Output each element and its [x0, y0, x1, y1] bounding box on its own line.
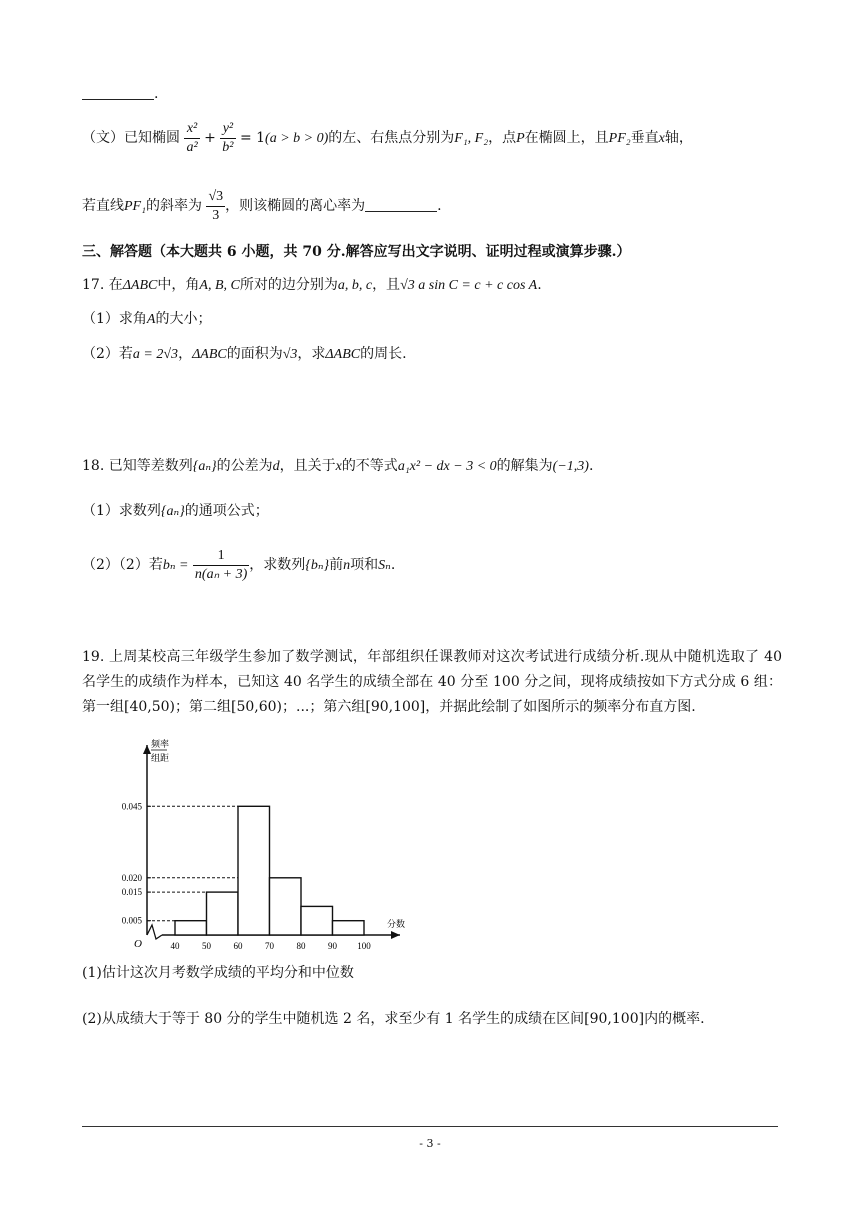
q16-text-mid: 的左、右焦点分别为: [328, 130, 455, 146]
angle-a: A: [146, 312, 156, 327]
y-axis-arrow: [143, 745, 151, 754]
q17-a: 17. 在: [82, 277, 123, 293]
bn-def: bₙ =: [162, 558, 189, 573]
q17-p2i: 的周长.: [360, 346, 407, 362]
sides: a, b, c: [337, 278, 373, 293]
q16-line2b: 的斜率为: [145, 198, 202, 214]
q18-f: 的解集为: [496, 458, 553, 474]
q17-part1: [82, 308, 780, 331]
bn-denominator: n(aₙ + 3): [194, 566, 248, 582]
q17-b: 中，角: [157, 277, 200, 293]
foci: F₁, F₂: [454, 131, 489, 146]
y-tick-label: 0.045: [121, 801, 142, 812]
q17-p2c: ，: [178, 346, 193, 362]
x-tick-label: 90: [328, 941, 337, 951]
ellipse-y-term: $\frac{\text{y²}}{\text{b²}}$: [222, 120, 234, 155]
x-var: x: [658, 131, 665, 146]
q18-p2a: （2）（2）若: [82, 557, 163, 573]
angles: A, B, C: [199, 278, 240, 293]
axis-break: [147, 925, 162, 939]
q16-text-mid2: ，点: [488, 130, 517, 146]
q18-p1a: （1）求数列: [82, 503, 161, 519]
q16-text-end: 轴，: [664, 130, 693, 146]
histogram-bar: [270, 878, 302, 935]
histogram-bar: [175, 921, 207, 935]
histogram-bar: [238, 806, 270, 935]
x-tick-label: 100: [357, 941, 371, 951]
histogram-bar: [301, 906, 333, 935]
ellipse-condition: (a > b > 0): [265, 131, 329, 146]
q19-stem: 19. 上周某校高三年级学生参加了数学测试，年部组织任课教师对这次考试进行成绩分析.现从中随机选取了 40 名学生的成绩作为样本，已知这 40 名学生的成绩全部在 40 分至 100 分之间，现将成绩按如下方式分成 6 组：第一组[40,50)；第二组[50,60)；...；第六组[90,100]，并据此绘制了如图所示的频率分布直方图.: [82, 649, 782, 715]
q18-part2: [82, 543, 780, 588]
q17-p2a: （2）若: [82, 346, 133, 362]
q18-part1: [82, 500, 780, 523]
section-3-heading: 三、解答题（本大题共 6 小题，共 70 分.解答应写出文字说明、证明过程或演算步骤.）: [82, 244, 631, 260]
ellipse-x-term: $\frac{\text{x²}}{\text{a²}}$: [186, 120, 198, 155]
q17-p1c: 的大小；: [155, 311, 212, 327]
q16-wen-line1: （文）已知椭圆 $\frac{\text{x²}}{\text{a²}}$ + $\frac{\text{y²}}{\text{b²}}$ = 1(a > b > 0)的左、右焦点分别为F₁, F₂，点P在椭圆上，且PF₂垂直x轴，: [82, 120, 693, 155]
q18-p2e: 前: [329, 557, 344, 573]
segment-pf1: PF₁: [124, 199, 146, 214]
q17-p2e: 的面积为: [226, 346, 283, 362]
y-tick-label: 0.005: [121, 915, 142, 926]
inequality: a₁x² − dx − 3 < 0: [397, 459, 497, 474]
q18-a: 18. 已知等差数列: [82, 458, 193, 474]
x-tick-label: 40: [170, 941, 180, 951]
x-var: x: [335, 459, 342, 474]
frequency-histogram: [100, 735, 420, 955]
q18-stem: [82, 455, 780, 478]
histogram-bar: [333, 921, 365, 935]
period: .: [154, 86, 159, 102]
q16-prefix: （文）已知椭圆: [82, 130, 180, 146]
q17-p2g: ，求: [297, 346, 326, 362]
q16-text-mid4: 垂直: [630, 130, 659, 146]
q17-p1a: （1）求角: [82, 311, 147, 327]
side-a-value: a = 2√3: [132, 347, 179, 362]
q18-p2g: 项和: [350, 557, 379, 573]
q17-equation: √3 a sin C = c + c cos A: [400, 278, 538, 293]
x-tick-label: 60: [233, 941, 243, 951]
q17-stem: [82, 274, 780, 297]
x-tick-label: 50: [202, 941, 211, 951]
sequence-b: {bₙ}: [305, 558, 330, 573]
sum-sn: Sₙ: [378, 558, 391, 573]
q18-e: 的不等式: [341, 458, 398, 474]
page-number: - 3 -: [419, 1137, 441, 1150]
q17-c: 所对的边分别为: [239, 277, 338, 293]
q18-p2c: ，求数列: [249, 557, 306, 573]
n-var: n: [343, 558, 351, 573]
y-tick-label: 0.020: [121, 872, 142, 883]
ylabel-top: 频率: [151, 739, 170, 749]
q16-line2d: .: [437, 198, 442, 214]
point-p: P: [516, 131, 525, 146]
answer-blank: [82, 85, 154, 100]
q18-b: 的公差为: [216, 458, 273, 474]
bn-numerator: 1: [193, 547, 249, 566]
histogram-group: [122, 738, 405, 951]
q18-g: .: [588, 458, 594, 474]
q18-p2i: .: [390, 557, 396, 573]
y-tick-label: 0.015: [121, 887, 142, 898]
sequence-a: {aₙ}: [192, 459, 217, 474]
solution-set: (−1,3): [552, 459, 589, 474]
bn-fraction: [193, 547, 249, 584]
q18-c: ，且关于: [279, 458, 336, 474]
prev-answer-line: [82, 83, 780, 105]
common-diff: d: [272, 459, 280, 474]
triangle-abc: ΔABC: [192, 347, 227, 362]
origin-label: O: [134, 938, 142, 950]
answer-blank: [365, 197, 437, 212]
area-value: √3: [282, 347, 298, 362]
slope-fraction: $\frac{√3}{3}$: [208, 188, 224, 223]
q19-part1: (1)估计这次月考数学成绩的平均分和中位数: [82, 965, 354, 981]
q16-line2a: 若直线: [82, 198, 124, 214]
triangle-abc: ΔABC: [122, 278, 158, 293]
x-axis-arrow: [391, 931, 400, 939]
q17-part2: [82, 343, 780, 366]
q17-d: ，且: [372, 277, 401, 293]
q17-e: .: [537, 277, 542, 293]
q18-p1c: 的通项公式；: [184, 503, 269, 519]
q19-part2: (2)从成绩大于等于 80 分的学生中随机选 2 名，求至少有 1 名学生的成绩在区间[90,100]内的概率.: [82, 1011, 705, 1027]
footer-rule: [82, 1126, 778, 1127]
q16-line2c: ，则该椭圆的离心率为: [225, 198, 366, 214]
sequence-a: {aₙ}: [160, 504, 185, 519]
histogram-bar: [207, 892, 239, 935]
xlabel: 分数: [387, 919, 406, 929]
q16-wen-line2: [82, 184, 780, 229]
triangle-abc: ΔABC: [325, 347, 361, 362]
x-tick-label: 80: [296, 941, 306, 951]
q16-text-mid3: 在椭圆上，且: [524, 130, 609, 146]
segment-pf2: PF₂: [608, 131, 631, 146]
x-tick-label: 70: [265, 941, 274, 951]
ylabel-bottom: 组距: [151, 753, 170, 763]
